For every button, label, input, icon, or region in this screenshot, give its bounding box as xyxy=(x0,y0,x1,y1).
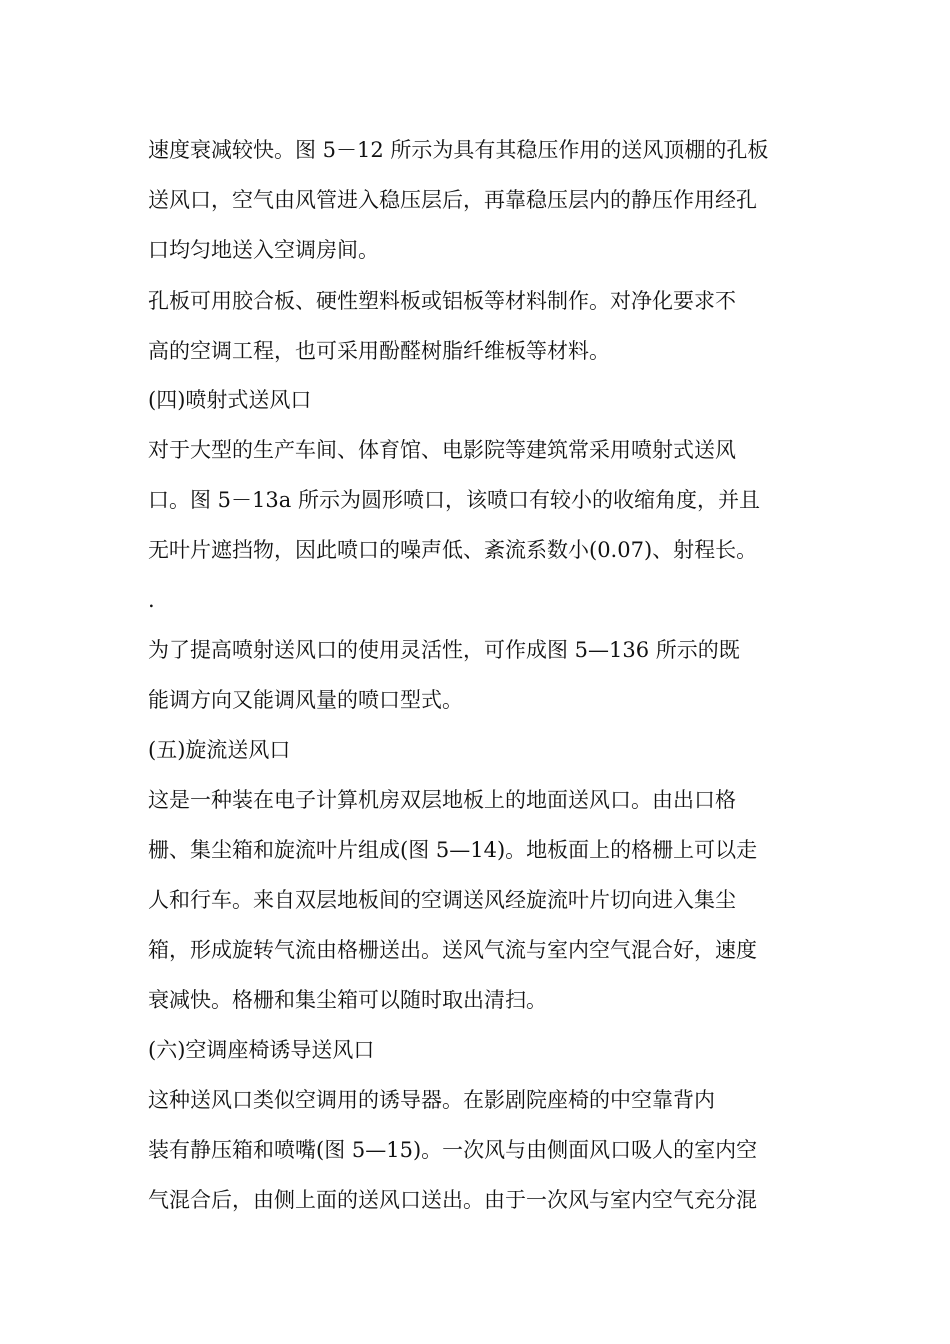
section-heading: (五)旋流送风口 xyxy=(148,738,291,762)
text-line: 对于大型的生产车间、体育馆、电影院等建筑常采用喷射式送风 xyxy=(148,438,736,462)
text-line: 速度衰减较快。图 5－12 所示为具有其稳压作用的送风顶棚的孔板 xyxy=(148,138,769,162)
text-line: 能调方向又能调风量的喷口型式。 xyxy=(148,688,463,712)
text-line: 人和行车。来自双层地板间的空调送风经旋流叶片切向进入集尘 xyxy=(148,888,736,912)
text-line: 为了提高喷射送风口的使用灵活性，可作成图 5—136 所示的既 xyxy=(148,638,740,662)
text-line: 箱，形成旋转气流由格栅送出。送风气流与室内空气混合好，速度 xyxy=(148,938,757,962)
text-line: 气混合后，由侧上面的送风口送出。由于一次风与室内空气充分混 xyxy=(148,1188,757,1212)
text-line: 孔板可用胶合板、硬性塑料板或铝板等材料制作。对净化要求不 xyxy=(148,289,736,313)
text-line: 口。图 5－13a 所示为圆形喷口，该喷口有较小的收缩角度，并且 xyxy=(148,488,760,512)
text-line: 衰减快。格栅和集尘箱可以随时取出清扫。 xyxy=(148,988,547,1012)
text-line: 这是一种装在电子计算机房双层地板上的地面送风口。由出口格 xyxy=(148,788,736,812)
text-line: 无叶片遮挡物，因此喷口的噪声低、紊流系数小(0.07)、射程长。 xyxy=(148,538,758,562)
text-line: 装有静压箱和喷嘴(图 5—15)。一次风与由侧面风口吸人的室内空 xyxy=(148,1138,758,1162)
text-line: 高的空调工程，也可采用酚醛树脂纤维板等材料。 xyxy=(148,339,610,363)
text-line: 口均匀地送入空调房间。 xyxy=(148,238,379,262)
section-heading: (四)喷射式送风口 xyxy=(148,388,312,412)
text-line: 这种送风口类似空调用的诱导器。在影剧院座椅的中空靠背内 xyxy=(148,1088,715,1112)
section-heading: (六)空调座椅诱导送风口 xyxy=(148,1038,375,1062)
text-line: . xyxy=(148,588,155,612)
text-line: 送风口，空气由风管进入稳压层后，再靠稳压层内的静压作用经孔 xyxy=(148,188,757,212)
text-line: 栅、集尘箱和旋流叶片组成(图 5—14)。地板面上的格栅上可以走 xyxy=(148,838,758,862)
